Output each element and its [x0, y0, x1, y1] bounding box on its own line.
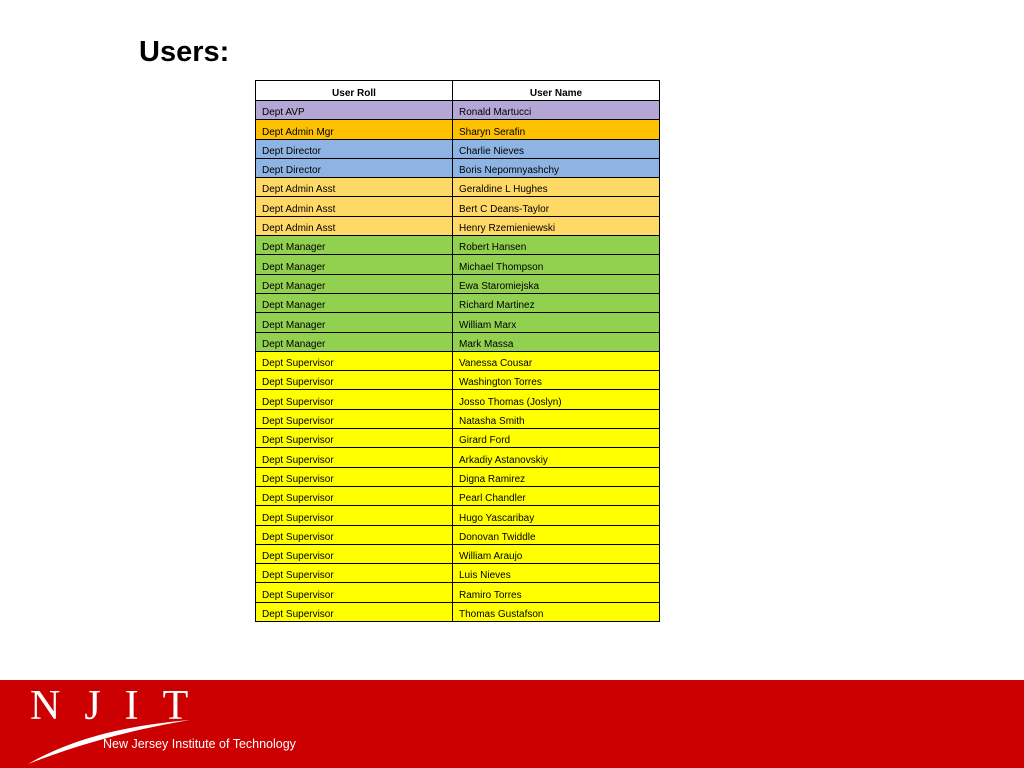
user-name-cell: Luis Nieves: [453, 564, 660, 583]
user-name-cell: Henry Rzemieniewski: [453, 216, 660, 235]
table-row: [256, 448, 660, 467]
user-role-cell: Dept Director: [256, 139, 453, 158]
table-row: [256, 429, 660, 448]
user-role-cell: Dept Supervisor: [256, 467, 453, 486]
user-name-cell: Arkadiy Astanovskiy: [453, 448, 660, 467]
user-name-cell: William Araujo: [453, 544, 660, 563]
user-role-cell: Dept Supervisor: [256, 602, 453, 621]
table-body: [256, 101, 660, 622]
user-role-cell: Dept Admin Asst: [256, 216, 453, 235]
user-name-cell: Digna Ramirez: [453, 467, 660, 486]
table-row: [256, 467, 660, 486]
table-row: [256, 101, 660, 120]
user-name-cell: Vanessa Cousar: [453, 351, 660, 370]
user-role-cell: Dept Supervisor: [256, 525, 453, 544]
user-name-cell: Boris Nepomnyashchy: [453, 158, 660, 177]
user-role-cell: Dept Manager: [256, 236, 453, 255]
table-row: [256, 313, 660, 332]
user-name-cell: Geraldine L Hughes: [453, 178, 660, 197]
user-name-cell: Hugo Yascaribay: [453, 506, 660, 525]
users-table: [255, 80, 660, 622]
user-name-cell: Bert C Deans-Taylor: [453, 197, 660, 216]
table-row: [256, 525, 660, 544]
user-role-cell: Dept Supervisor: [256, 351, 453, 370]
user-role-cell: Dept Manager: [256, 313, 453, 332]
table-row: [256, 506, 660, 525]
user-name-cell: Natasha Smith: [453, 409, 660, 428]
user-role-cell: Dept Supervisor: [256, 448, 453, 467]
user-role-cell: Dept Supervisor: [256, 429, 453, 448]
table-row: [256, 216, 660, 235]
table-row: [256, 351, 660, 370]
user-role-cell: Dept Admin Mgr: [256, 120, 453, 139]
user-name-cell: Girard Ford: [453, 429, 660, 448]
table-header-row: [256, 81, 660, 101]
user-name-cell: Pearl Chandler: [453, 486, 660, 505]
table-row: [256, 390, 660, 409]
table-row: [256, 583, 660, 602]
table-row: [256, 332, 660, 351]
user-role-cell: Dept Supervisor: [256, 564, 453, 583]
user-name-cell: Thomas Gustafson: [453, 602, 660, 621]
user-name-cell: Charlie Nieves: [453, 139, 660, 158]
user-role-cell: Dept Admin Asst: [256, 197, 453, 216]
user-role-cell: Dept Supervisor: [256, 409, 453, 428]
user-role-cell: Dept Admin Asst: [256, 178, 453, 197]
user-name-cell: Ronald Martucci: [453, 101, 660, 120]
table-row: [256, 371, 660, 390]
table-row: [256, 409, 660, 428]
user-name-cell: Donovan Twiddle: [453, 525, 660, 544]
user-name-cell: Ramiro Torres: [453, 583, 660, 602]
table-row: [256, 139, 660, 158]
table-row: [256, 293, 660, 312]
user-name-cell: Robert Hansen: [453, 236, 660, 255]
user-name-cell: Josso Thomas (Joslyn): [453, 390, 660, 409]
table-row: [256, 236, 660, 255]
user-name-cell: Richard Martinez: [453, 293, 660, 312]
user-role-cell: Dept Supervisor: [256, 371, 453, 390]
user-name-cell: Washington Torres: [453, 371, 660, 390]
header-user-name: User Name: [453, 81, 660, 101]
slide-title: Users:: [139, 36, 230, 68]
table-row: [256, 274, 660, 293]
user-role-cell: Dept Supervisor: [256, 506, 453, 525]
user-name-cell: Sharyn Serafin: [453, 120, 660, 139]
table-row: [256, 120, 660, 139]
user-role-cell: Dept Supervisor: [256, 583, 453, 602]
table-row: [256, 544, 660, 563]
user-role-cell: Dept Manager: [256, 255, 453, 274]
user-name-cell: Michael Thompson: [453, 255, 660, 274]
user-role-cell: Dept Director: [256, 158, 453, 177]
table-row: [256, 255, 660, 274]
table-row: [256, 197, 660, 216]
institution-name: New Jersey Institute of Technology: [103, 737, 296, 751]
header-user-roll: User Roll: [256, 81, 453, 101]
user-name-cell: Mark Massa: [453, 332, 660, 351]
table-row: [256, 158, 660, 177]
user-role-cell: Dept AVP: [256, 101, 453, 120]
user-name-cell: Ewa Staromiejska: [453, 274, 660, 293]
user-role-cell: Dept Manager: [256, 274, 453, 293]
user-name-cell: William Marx: [453, 313, 660, 332]
user-role-cell: Dept Manager: [256, 293, 453, 312]
njit-logo-letters: NJIT: [30, 683, 213, 729]
table-row: [256, 178, 660, 197]
user-role-cell: Dept Supervisor: [256, 544, 453, 563]
table-row: [256, 564, 660, 583]
user-role-cell: Dept Supervisor: [256, 390, 453, 409]
user-role-cell: Dept Manager: [256, 332, 453, 351]
user-role-cell: Dept Supervisor: [256, 486, 453, 505]
table-row: [256, 486, 660, 505]
table-row: [256, 602, 660, 621]
